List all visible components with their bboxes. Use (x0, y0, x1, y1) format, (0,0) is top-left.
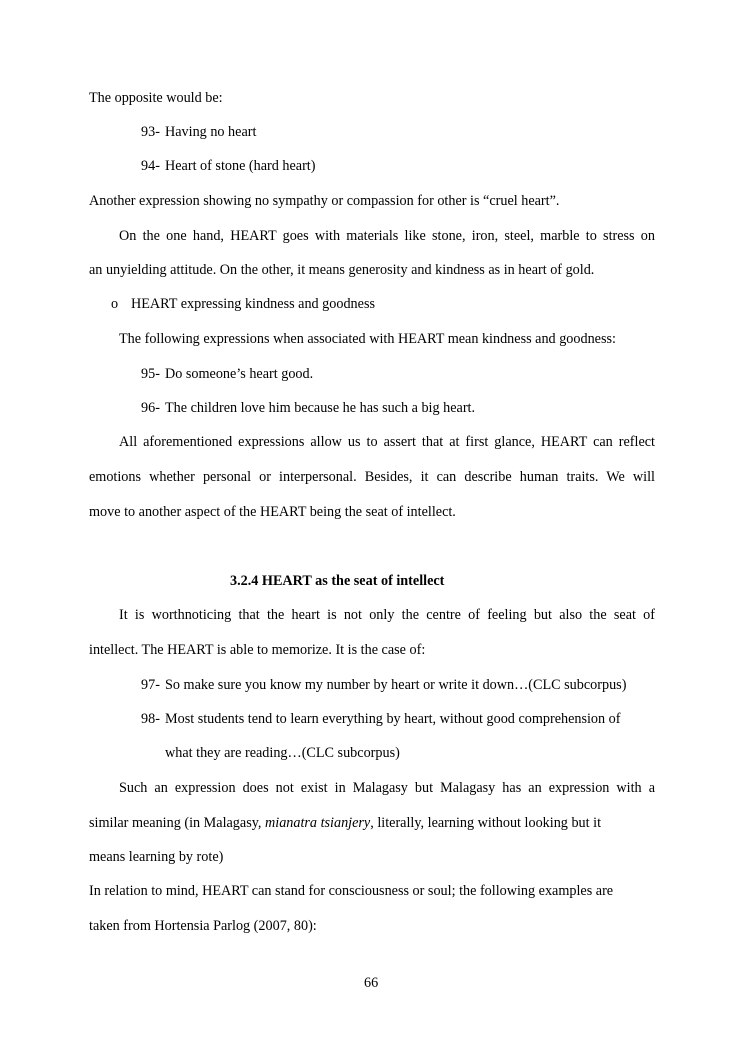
example-text: Most students tend to learn everything by heart, without good comprehension of (165, 711, 621, 727)
bullet-item (111, 295, 375, 313)
paragraph-line: On the one hand, HEART goes with materials like stone, iron, steel, marble to stress on (119, 228, 655, 244)
section-heading (230, 572, 444, 590)
text-segment: similar meaning (in Malagasy, (89, 815, 265, 831)
example-text: Do someone’s heart good. (165, 366, 314, 382)
example-text: Having no heart (165, 124, 257, 140)
text-segment: , literally, learning without looking but it (370, 815, 602, 831)
italic-term: mianatra tsianjery (265, 815, 371, 831)
example-93 (141, 123, 256, 141)
paragraph-line: Another expression showing no sympathy or compassion for other is “cruel heart”. (89, 193, 560, 209)
example-95 (141, 365, 313, 383)
example-98-continuation: what they are reading…(CLC subcorpus) (165, 745, 400, 761)
example-number: 95- (141, 366, 160, 382)
paragraph-line: The following expressions when associated with HEART mean kindness and goodness: (119, 331, 616, 347)
paragraph-line: emotions whether personal or interpersonal. Besides, it can describe human traits. We will (89, 469, 655, 485)
example-number: 96- (141, 400, 160, 416)
paragraph-line: move to another aspect of the HEART being the seat of intellect. (89, 504, 456, 520)
paragraph-line: In relation to mind, HEART can stand for consciousness or soul; the following examples are (89, 883, 614, 899)
paragraph-line: an unyielding attitude. On the other, it means generosity and kindness as in heart of gold. (89, 262, 595, 278)
example-text: The children love him because he has such a big heart. (165, 400, 476, 416)
example-text: Heart of stone (hard heart) (165, 158, 316, 174)
paragraph-line: The opposite would be: (89, 90, 223, 106)
bullet-marker: o (111, 296, 119, 312)
example-97 (141, 676, 626, 694)
paragraph-line: intellect. The HEART is able to memorize. It is the case of: (89, 642, 426, 658)
section-heading-text: 3.2.4 HEART as the seat of intellect (230, 573, 445, 589)
paragraph-line: means learning by rote) (89, 849, 224, 865)
paragraph-line: Such an expression does not exist in Malagasy but Malagasy has an expression with a (119, 780, 655, 796)
paragraph-line: It is worthnoticing that the heart is not only the centre of feeling but also the seat of (119, 607, 655, 623)
paragraph-line: All aforementioned expressions allow us to assert that at first glance, HEART can reflect (119, 434, 655, 450)
example-number: 97- (141, 677, 160, 693)
paragraph-line (89, 814, 655, 832)
paragraph-line: taken from Hortensia Parlog (2007, 80): (89, 918, 317, 934)
example-96 (141, 399, 475, 417)
page-number: 66 (364, 975, 379, 991)
example-94 (141, 157, 315, 175)
bullet-text: HEART expressing kindness and goodness (131, 296, 375, 312)
example-number: 94- (141, 158, 160, 174)
example-number: 98- (141, 711, 160, 727)
example-number: 93- (141, 124, 160, 140)
example-text: So make sure you know my number by heart or write it down…(CLC subcorpus) (165, 677, 627, 693)
example-98 (141, 710, 655, 728)
